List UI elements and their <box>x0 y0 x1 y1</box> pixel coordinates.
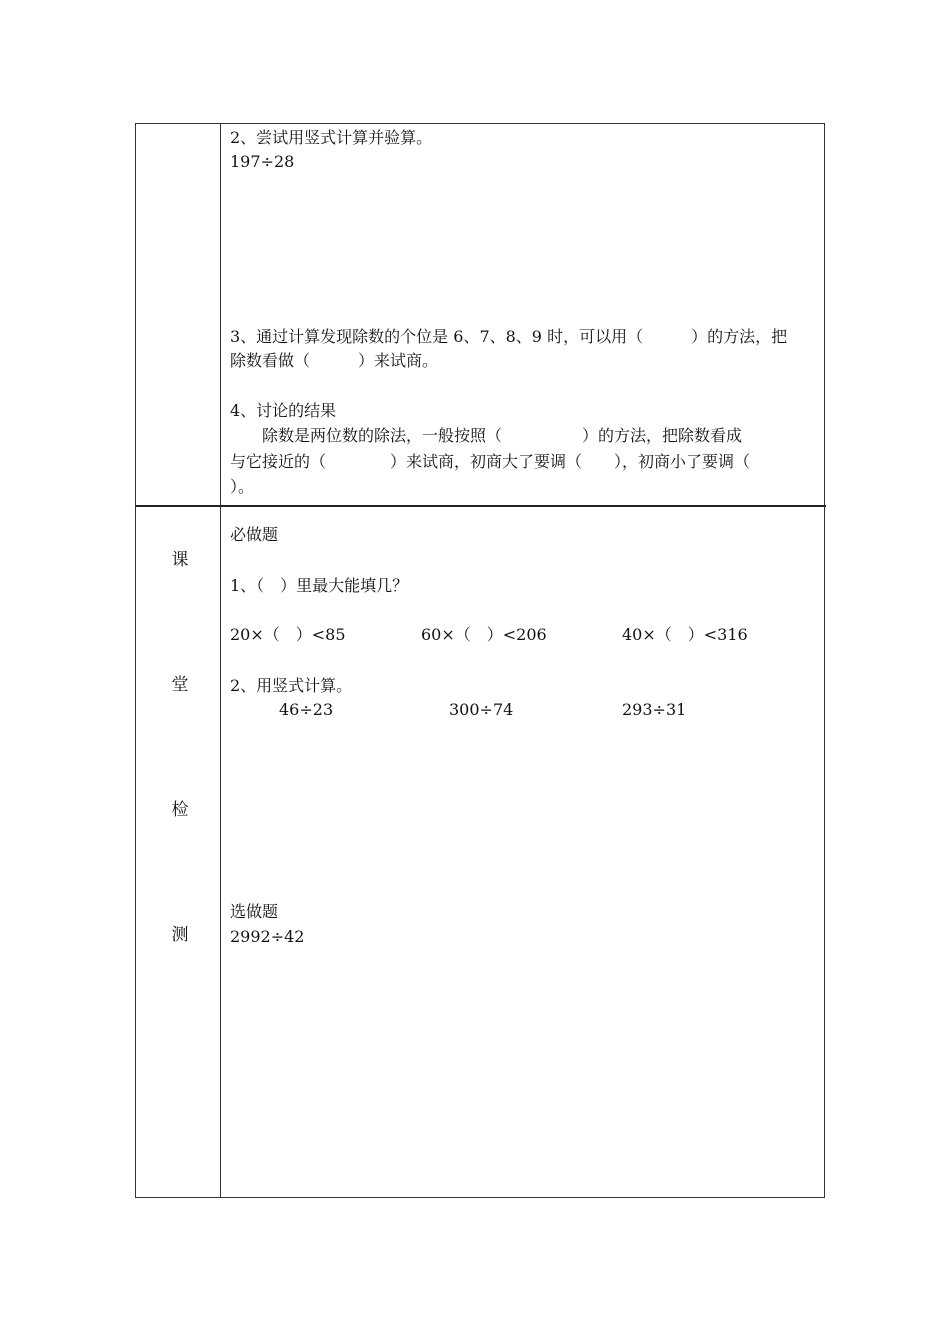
vertical-calc-item: 293÷31 <box>622 700 687 719</box>
side-label-char-2: 堂 <box>171 675 189 695</box>
fill-item: 20×（ ）<85 <box>230 625 346 644</box>
q3-line-2: 除数看做（ ）来试商。 <box>230 351 439 370</box>
fill-question-title: 1、（ ）里最大能填几？ <box>230 576 409 595</box>
vertical-calc-item: 300÷74 <box>449 700 514 719</box>
q4-line-1: 除数是两位数的除法，一般按照（ ）的方法，把除数看成 <box>230 426 743 445</box>
optional-expression: 2992÷42 <box>230 927 305 946</box>
q2-expression: 197÷28 <box>230 152 295 171</box>
q4-line-3: ）。 <box>230 477 255 496</box>
q4-line-2: 与它接近的（ ）来试商，初商大了要调（ ），初商小了要调（ <box>230 452 751 471</box>
fill-item: 60×（ ）<206 <box>421 625 547 644</box>
required-title: 必做题 <box>230 525 279 544</box>
side-label-char-1: 课 <box>171 550 189 570</box>
vertical-calc-item: 46÷23 <box>279 700 334 719</box>
vertical-calc-title: 2、用竖式计算。 <box>230 676 353 695</box>
q3-line-1: 3、通过计算发现除数的个位是 6、7、8、9 时，可以用（ ）的方法，把 <box>230 327 788 346</box>
worksheet-table <box>135 123 825 1198</box>
fill-item: 40×（ ）<316 <box>622 625 748 644</box>
q4-title: 4、讨论的结果 <box>230 401 337 420</box>
row-divider <box>135 505 826 507</box>
side-label-char-4: 测 <box>171 925 189 945</box>
optional-title: 选做题 <box>230 902 279 921</box>
side-label-char-3: 检 <box>171 800 189 820</box>
q2-title: 2、尝试用竖式计算并验算。 <box>230 128 433 147</box>
column-divider <box>220 123 221 1198</box>
